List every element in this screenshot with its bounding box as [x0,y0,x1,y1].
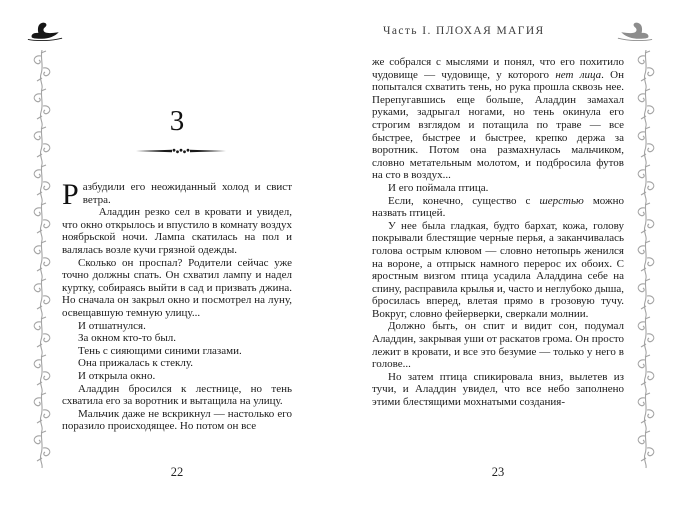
beaded-divider-icon [136,146,226,156]
paragraph: Она прижалась к стеклу. [78,357,193,370]
drop-cap: Р [62,178,79,211]
running-head: Часть I. ПЛОХАЯ МАГИЯ [383,25,545,37]
paragraph: Разбудили его неожиданный холод и свист ветра. [62,178,292,211]
paragraph: Аладдин резко сел в кровати и увидел, что окно открылось и впустило в комнату воздух ноябрьской ночи. Лампа скатилась на пол и валялась возле кучи грязной одежды. [62,206,293,256]
paragraph: Должно быть, он спит и видит сон, подумал Аладдин, закрывая уши от раскатов грома. Он просто лежит в кровати, и все это безумие — только у него в голове... [372,320,625,371]
chapter-number: 3 [169,105,185,137]
paragraph: Но затем птица спикировала вниз, вылетев из тучи, и Аладдин увидел, что все небо заполнено этими блестящими мохнатыми создания- [372,370,624,409]
vine-ornament [633,50,659,478]
paragraph: же собрался с мыслями и понял, что его похитило чудовище — чудовище, у которого нет лица. Он попытался схватить тень, но рука прошла сквозь нее. Перепугавшись еще больше, Аладдин замахал руками, задрыгал ногами, но тень окинула его строгим взглядом и потащила по траве — все быстрее, быстрее и быстрее, крепко держа за воротник. Потом она размахнулась мальчиком, словно метательным молотом, и подбросила футов на сто в воздух... [372,56,624,182]
page-number-left: 22 [170,465,184,479]
paragraph: И открыла окно. [78,369,156,382]
right-page-text [372,56,624,409]
paragraph: Если, конечно, существо с шерстью можно назвать птицей. [372,194,624,220]
swan-icon [26,20,64,43]
paragraph: И его поймала птица. [388,181,489,194]
paragraph: У нее была гладкая, будто бархат, кожа, голову покрывали блестящие черные перья, а заканчивалась голова острым клювом — словно нетопырь женился на вороне, а отпрыск намного перерос их обоих. С яростным визгом птица усадила Аладдина себе на спину, расправила крылья и, часто и неглубоко дыша, бросилась вперед, влетая прямо в грозовую тучу. Вокруг, словно фейерверки, сверкали молнии. [372,219,624,320]
page-number-right: 23 [491,465,505,479]
paragraph: За окном кто-то был. [78,332,177,345]
paragraph: Аладдин бросился к лестнице, но тень схватила его за воротник и вытащила на улицу. [62,382,292,408]
paragraph: Мальчик даже не вскрикнул — настолько его поразило происходящее. Но потом он все [62,407,292,433]
paragraph: Тень с сияющими синими глазами. [78,344,242,357]
swan-icon [616,20,654,43]
paragraph: И отшатнулся. [78,319,146,332]
left-page-text [62,178,293,433]
paragraph: Сколько он проспал? Родители сейчас уже точно должны спать. Он схватил лампу и надел куртку, собираясь выйти в сад и призвать джина. Но сначала он закрыл окно и посмотрел на луну, освещавшую темную улицу... [62,256,292,319]
vine-ornament [29,50,55,478]
